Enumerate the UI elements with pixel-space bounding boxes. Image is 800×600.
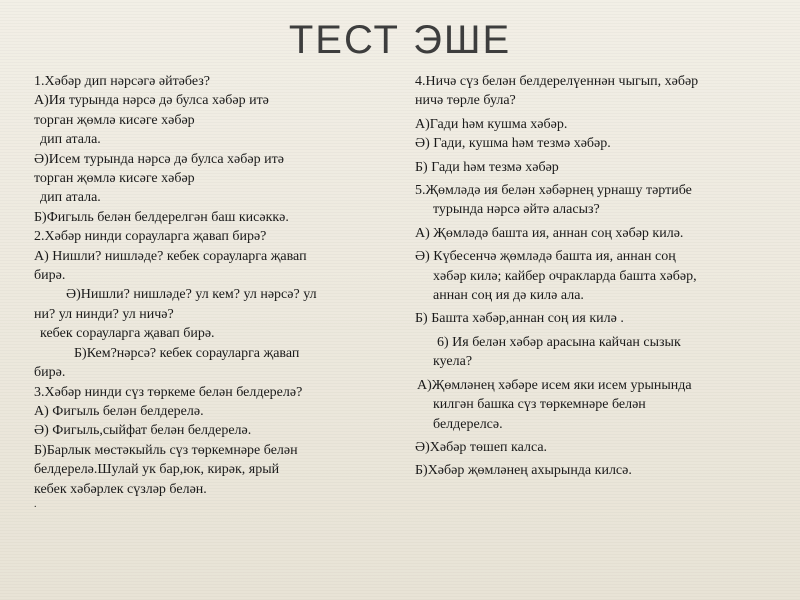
left-text-line: . <box>34 498 37 510</box>
right-text-line: ничә төрле була? <box>415 93 516 109</box>
left-text-line: 2.Хәбәр нинди сорауларга җавап бирә? <box>34 229 267 245</box>
right-text-line: турында нәрсә әйтә аласыз? <box>433 202 600 218</box>
right-text-line: 4.Ничә сүз белән белдерелүеннән чыгып, хәбәр <box>415 74 699 89</box>
right-text-line: Б) Башта хәбәр,аннан соң ия килә . <box>415 311 624 327</box>
left-text-line: 3.Хәбәр нинди сүз төркеме белән белдерелә? <box>34 384 303 400</box>
left-text-line: А) Нишли? нишләде? кебек сорауларга җавап <box>34 248 307 264</box>
right-text-line: аннан соң ия дә килә ала. <box>433 288 584 304</box>
right-text-line: А)Гади һәм кушма хәбәр. <box>415 116 568 132</box>
right-text-line: Ә)Хәбәр төшеп калса. <box>415 439 548 455</box>
right-text-line: килгән башка сүз төркемнәре белән <box>433 397 646 413</box>
right-column <box>415 72 780 481</box>
left-text-line: кебек сорауларга җавап бирә. <box>40 326 215 342</box>
right-text-line: хәбәр килә; кайбер очракларда башта хәбәр, <box>433 268 697 284</box>
right-text-line: Ә) Күбесенчә җөмләдә башта ия, аннан соң <box>415 249 676 265</box>
left-text-line: Ә)Нишли? нишләде? ул кем? ул нәрсә? ул <box>66 287 317 303</box>
left-text-line: бирә. <box>34 268 66 284</box>
left-column <box>34 72 394 511</box>
left-text-line: дип атала. <box>40 190 101 206</box>
left-text-line: торган җөмлә кисәге хәбәр <box>34 112 195 128</box>
right-text-line: А) Җөмләдә башта ия, аннан соң хәбәр килә. <box>415 225 684 241</box>
right-text-line: 5.Җөмләдә ия белән хәбәрнең урнашу тәртибе <box>415 183 692 199</box>
right-text-line: куела? <box>433 354 473 370</box>
left-text-line: Ә) Фигыль,сыйфат белән белдерелә. <box>34 423 252 439</box>
left-text-line: ни? ул нинди? ул ничә? <box>34 306 174 322</box>
left-text-line: Б)Фигыль белән белдерелгән баш кисәккә. <box>34 209 289 225</box>
left-text-line: кебек хәбәрлек сүзләр белән. <box>34 481 207 497</box>
left-text-line: А)Ия турында нәрсә дә булса хәбәр итә <box>34 93 269 109</box>
left-text-line: бирә. <box>34 365 66 381</box>
right-text-line: Б) Гади һәм тезмә хәбәр <box>415 159 559 175</box>
right-text-line: А)Җөмләнең хәбәре исем яки исем урынында <box>417 377 692 393</box>
left-text-line: торган җөмлә кисәге хәбәр <box>34 171 195 187</box>
right-text-line: Б)Хәбәр җөмләнең ахырында килсә. <box>415 463 632 479</box>
right-text-line: белдерелсә. <box>433 416 503 432</box>
right-text-line: 6) Ия белән хәбәр арасына кайчан сызык <box>437 334 681 350</box>
left-text-line: 1.Хәбәр дип нәрсәгә әйтәбез? <box>34 74 210 89</box>
left-text-line: Б)Барлык мөстәкыйль сүз төркемнәре белән <box>34 442 298 458</box>
slide-title: ТЕСТ ЭШЕ <box>288 18 512 62</box>
left-text-line: Ә)Исем турында нәрсә дә булса хәбәр итә <box>34 151 284 167</box>
left-text-line: белдерелә.Шулай ук бар,юк, кирәк, ярый <box>34 462 280 478</box>
right-text-line: Ә) Гади, кушма һәм тезмә хәбәр. <box>415 136 611 152</box>
left-text-line: Б)Кем?нәрсә? кебек сорауларга җавап <box>74 345 300 361</box>
left-text-line: А) Фигыль белән белдерелә. <box>34 403 204 419</box>
left-text-line: дип атала. <box>40 132 101 148</box>
